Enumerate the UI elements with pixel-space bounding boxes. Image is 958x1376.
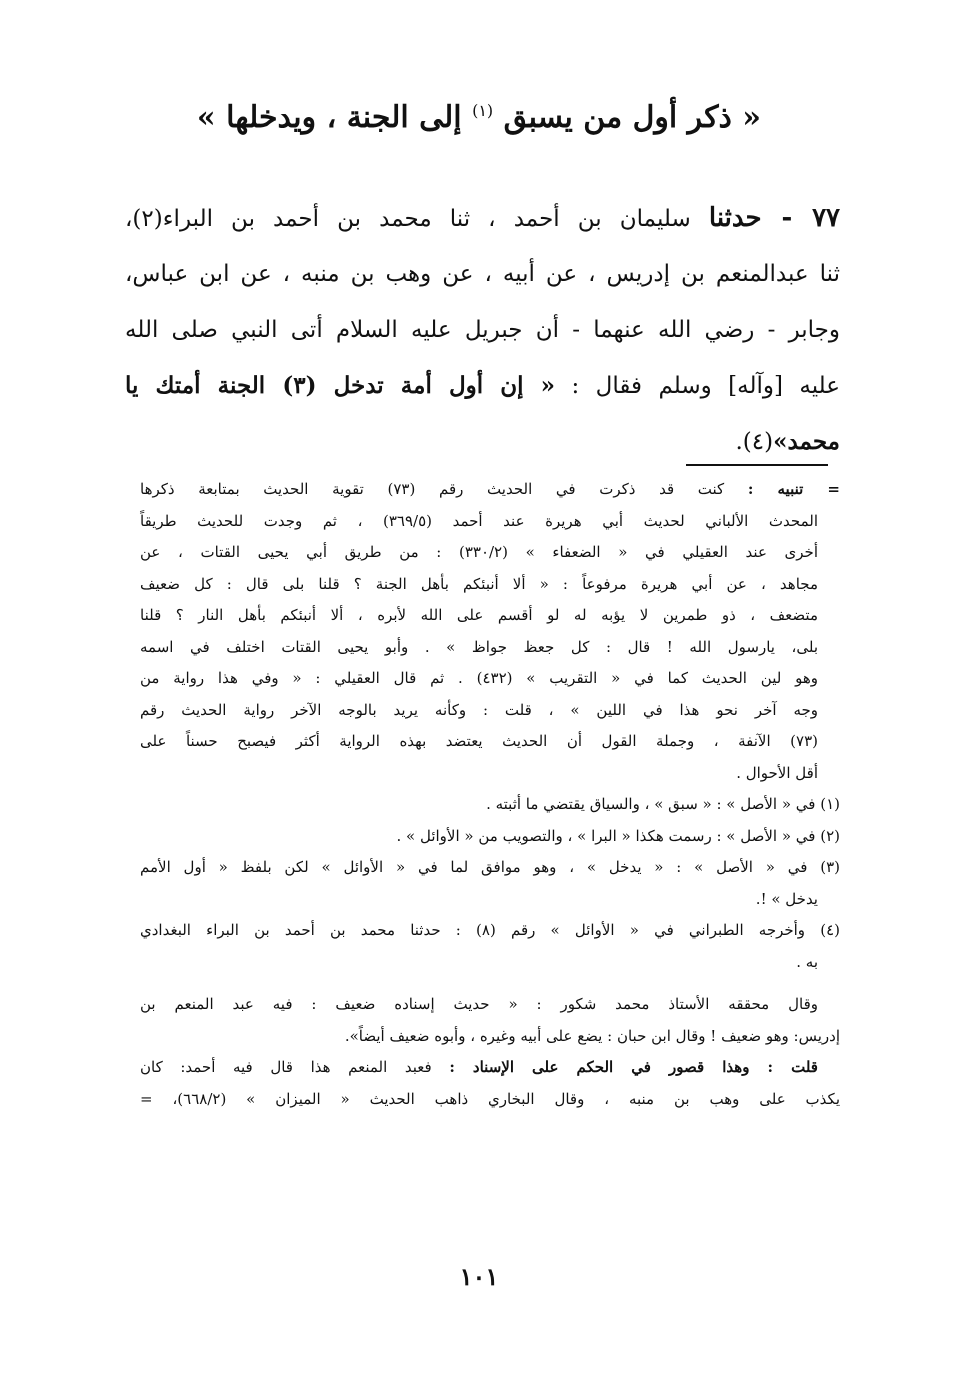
tanbih-line: متضعف ، ذو طمرين لا يؤبه له لو أقسم على الله لأبره ، ألا أنبئكم بأهل النار ؟ قلنا <box>140 606 818 624</box>
hadith-line: ثنا عبدالمنعم بن إدريس ، عن أبيه ، عن وهب بن منبه ، عن ابن عباس، <box>125 261 840 287</box>
footnote-2: (٢) في « الأصل » : رسمت هكذا « البرا » ، والتصويب من « الأوائل » . <box>396 826 840 845</box>
footnotes <box>140 474 840 1115</box>
footnote-3: (٣) في « الأصل » : « يدخل » ، وهو موافق لما في « الأوائل » لكن بلفظ « أول الأمم <box>140 858 841 876</box>
commentary-line: وقال محققه الأستاذ محمد شكور : « حديث إسناده ضعيف : فيه عبد المنعم بن <box>140 995 818 1013</box>
tanbih-line: مجاهد ، عن أبي هريرة مرفوعاً : « ألا أنبئكم بأهل الجنة ؟ قلنا بلى قال : كل ضعيف <box>140 574 818 593</box>
title-text-end: إلى الجنة ، ويدخلها » <box>196 100 462 135</box>
tanbih-line: المحدث الألباني لحديث أبي هريرة عند أحمد (٣٦٩/٥) ، ثم وجدت للحديث طريقاً <box>140 511 819 530</box>
title-footnote-ref: (١) <box>472 101 494 120</box>
hadith-line: عليه [وآله] وسلم فقال : « إن أول أمة تدخل (٣) الجنة أمتك يا <box>125 372 840 399</box>
hadith-text <box>125 190 840 470</box>
hadith-line: محمد»(٤). <box>735 428 840 455</box>
title-text-start: « ذكر أول من يسبق <box>503 100 762 135</box>
hadith-line: ٧٧ - حدثنا سليمان بن أحمد ، ثنا محمد بن أحمد بن البراء(٢)، <box>125 203 841 233</box>
tanbih-line: (٧٣) الآنفة ، وجملة القول أن الحديث يعتضد بهذه الرواية أكثر فيصبح حسناً على <box>140 732 818 750</box>
paragraph-gap <box>140 978 840 989</box>
chapter-title <box>60 100 898 135</box>
footnote-separator <box>686 464 828 466</box>
commentary-line: قلت : وهذا قصور في الحكم على الإسناد : فعبد المنعم هذا قال فيه أحمد: كان <box>140 1058 818 1076</box>
hadith-number: ٧٧ - حدثنا <box>708 203 841 233</box>
tanbih-line: أقل الأحوال . <box>736 763 818 782</box>
commentary-line: يكذب على وهب بن منبه ، وقال البخاري ذاهب الحديث « الميزان » (٦٦٨/٢)، = <box>140 1089 840 1108</box>
footnote-3-cont: يدخل » !. <box>755 889 818 908</box>
footnote-4: (٤) وأخرجه الطبراني في « الأوائل » رقم (٨) : حدثنا محمد بن أحمد بن البراء البغدادي <box>140 921 840 939</box>
tanbih-label: = تنبيه : <box>747 480 840 498</box>
tanbih-line: وجه آخر نحو هذا في اللين » ، قلت : وكأنه يريد بالوجه الآخر رواية الحديث رقم <box>140 700 818 719</box>
footnote-4-cont: به . <box>796 952 818 971</box>
commentary-line: إدريس: وهو ضعيف ! وقال ابن حبان : يضع على أبيه وغيره ، وأبوه ضعيف أيضاً». <box>344 1026 840 1045</box>
tanbih-line: = تنبيه : كنت قد ذكرت في الحديث رقم (٧٣) تقوية الحديث بمتابعة ذكرها <box>140 480 840 498</box>
tanbih-line: بلى، يارسول الله ! قال : كل جعظ جواظ » . وأبو يحيى القتات اختلف في اسمه <box>140 637 818 656</box>
tanbih-line: أخرى عند العقيلي في « الضعفاء » (٣٣٠/٢) : من طريق أبي يحيى القتات ، عن <box>140 543 818 561</box>
page-number: ١٠١ <box>459 1262 499 1291</box>
hadith-line: وجابر - رضي الله عنهما - أن جبريل عليه السلام أتى النبي صلى الله <box>125 317 840 343</box>
footnote-1: (١) في « الأصل » : « سبق » ، والسياق يقتضي ما أثبته . <box>486 795 840 813</box>
qultu-label: قلت : وهذا قصور في الحكم على الإسناد : <box>449 1058 818 1076</box>
tanbih-line: وهو لين الحديث كما في « التقريب » (٤٣٢) . ثم قال العقيلي : « وفي هذا رواية من <box>140 669 819 687</box>
